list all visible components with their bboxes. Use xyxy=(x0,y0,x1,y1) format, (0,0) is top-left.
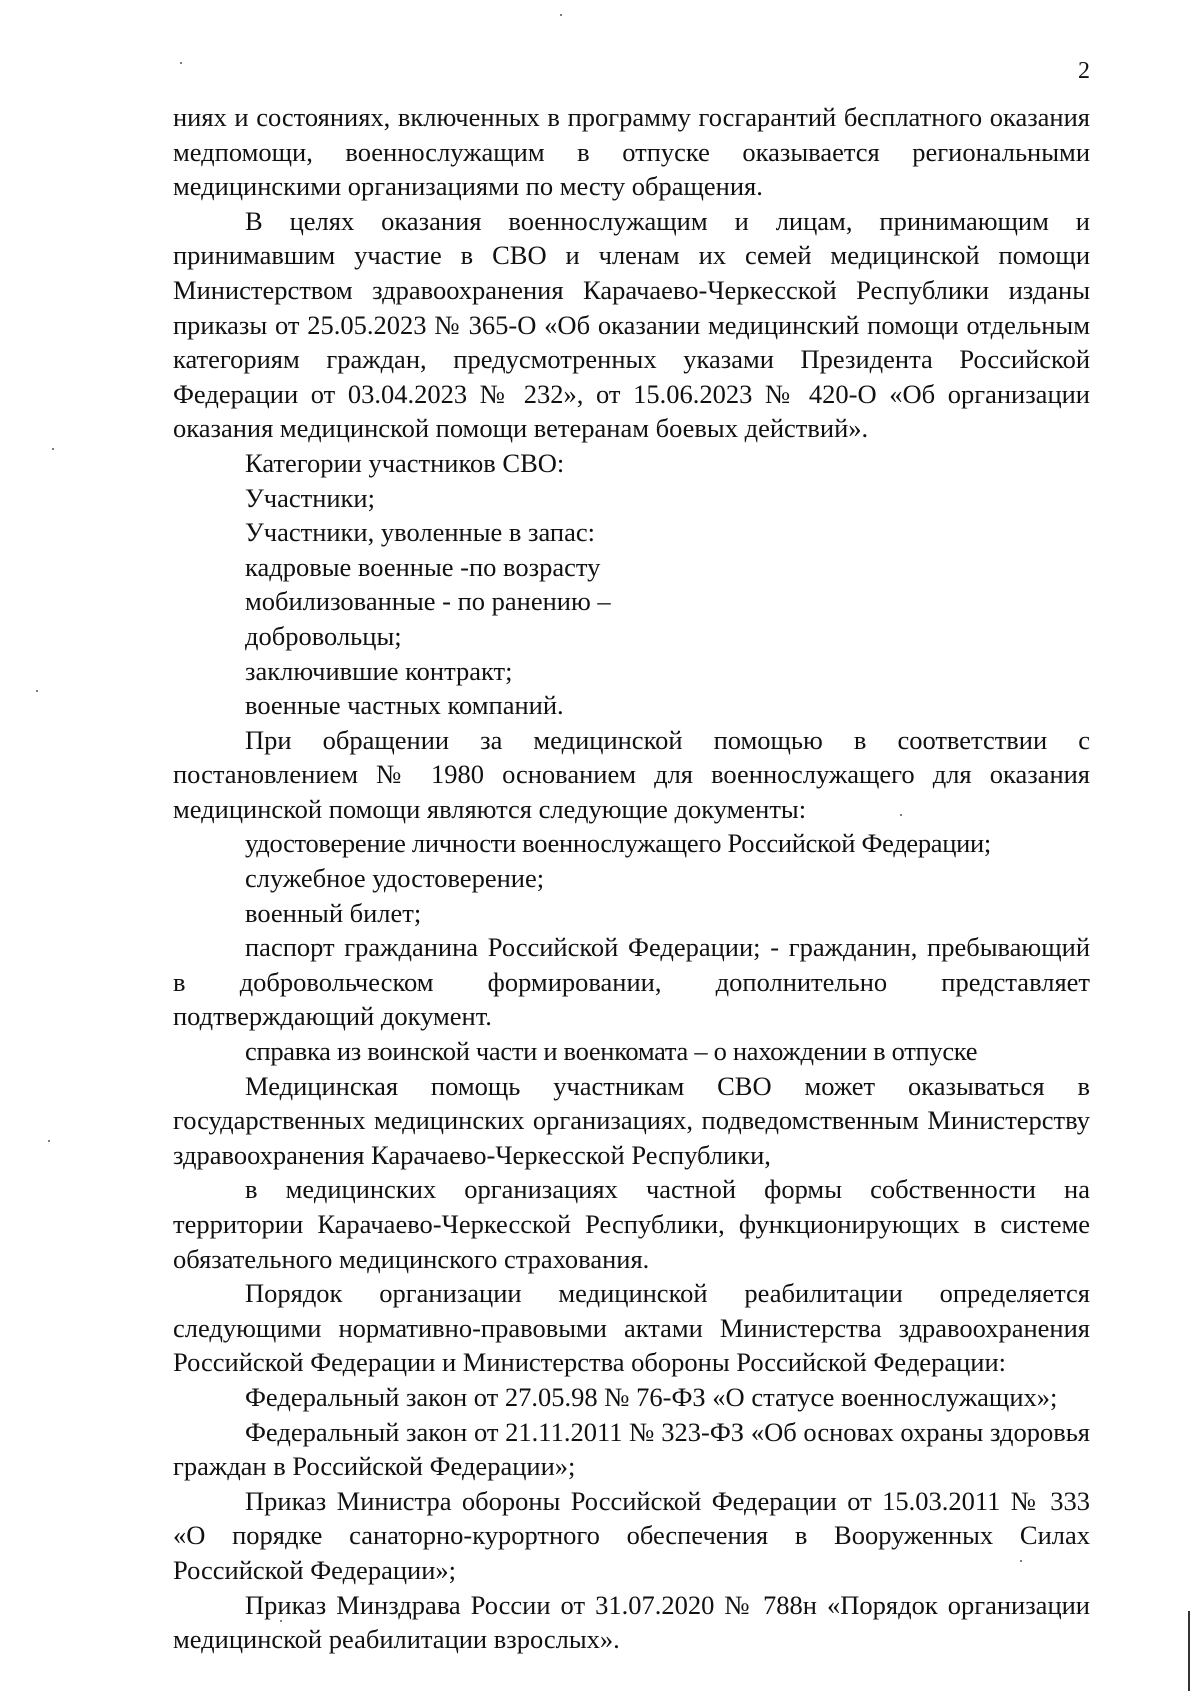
list-item: заключившие контракт; xyxy=(245,655,513,686)
scan-speck xyxy=(48,1140,50,1142)
scan-speck xyxy=(280,1620,282,1622)
paragraph: Медицинская помощь участникам СВО может оказываться в государственных медицинских организациях, подведомственным Министерству здравоохранения Карачаево-Черкесской Республики, xyxy=(173,1070,1090,1170)
paragraph: Приказ Министра обороны Российской Федерации от 15.03.2011 № 333 «О порядке санаторно-курортного обеспечения в Вооруженных Силах Российской Федерации»; xyxy=(173,1485,1090,1585)
paragraph: При обращении за медицинской помощью в соответствии с постановлением № 1980 основанием для военнослужащего для оказания медицинской помощи являются следующие документы: xyxy=(173,724,1090,824)
document-body xyxy=(173,100,1090,1657)
paragraph: Приказ Минздрава России от 31.07.2020 № 788н «Порядок организации медицинской реабилитации взрослых». xyxy=(173,1589,1090,1655)
list-item: добровольцы; xyxy=(245,620,402,651)
paragraph: в медицинских организациях частной формы собственности на территории Карачаево-Черкесской Республики, функционирующих в системе обязательного медицинского страхования. xyxy=(173,1174,1090,1274)
list-item: военный билет; xyxy=(245,897,422,928)
list-item: Категории участников СВО: xyxy=(245,447,565,478)
page-number: 2 xyxy=(1078,58,1090,84)
scan-speck xyxy=(180,62,182,64)
scan-speck xyxy=(900,814,902,816)
list-item: мобилизованные - по ранению – xyxy=(245,586,611,617)
scan-speck xyxy=(1020,1560,1022,1562)
list-item: кадровые военные -по возрасту xyxy=(245,551,601,582)
list-item: удостоверение личности военнослужащего Российской Федерации; xyxy=(245,828,991,859)
paragraph: ниях и состояниях, включенных в программу госгарантий бесплатного оказания медпомощи, военнослужащим в отпуске оказывается региональными медицинскими организациями по месту обращения. xyxy=(173,102,1090,202)
list-item: Участники; xyxy=(245,482,375,513)
scan-speck xyxy=(36,690,38,692)
paragraph: Федеральный закон от 27.05.98 № 76-ФЗ «О статусе военнослужащих»; xyxy=(245,1381,1058,1412)
scan-speck xyxy=(52,448,54,450)
scan-speck xyxy=(560,14,562,16)
list-item: служебное удостоверение; xyxy=(245,863,545,894)
list-item: Участники, уволенные в запас: xyxy=(245,517,595,548)
list-item: справка из воинской части и военкомата – о нахождении в отпуске xyxy=(245,1036,978,1067)
scan-edge-mark xyxy=(1172,1611,1190,1691)
list-item: военные частных компаний. xyxy=(245,690,564,721)
paragraph: Федеральный закон от 21.11.2011 № 323-ФЗ «Об основах охраны здоровья граждан в Российской Федерации»; xyxy=(173,1416,1090,1482)
paragraph: паспорт гражданина Российской Федерации; - гражданин, пребывающий в добровольческом формировании, дополнительно представляет подтверждающий документ. xyxy=(173,932,1090,1032)
paragraph: В целях оказания военнослужащим и лицам, принимающим и принимавшим участие в СВО и членам их семей медицинской помощи Министерством здравоохранения Карачаево-Черкесской Республики изданы приказы от 25.05.2023 № 365-О «Об оказании медицинский помощи отдельным категориям граждан, предусмотренных указами Президента Российской Федерации от 03.04.2023 № 232», от 15.06.2023 № 420-О «Об организации оказания медицинской помощи ветеранам боевых действий». xyxy=(173,205,1090,444)
paragraph: Порядок организации медицинской реабилитации определяется следующими нормативно-правовыми актами Министерства здравоохранения Российской Федерации и Министерства обороны Российской Федерации: xyxy=(173,1278,1090,1378)
